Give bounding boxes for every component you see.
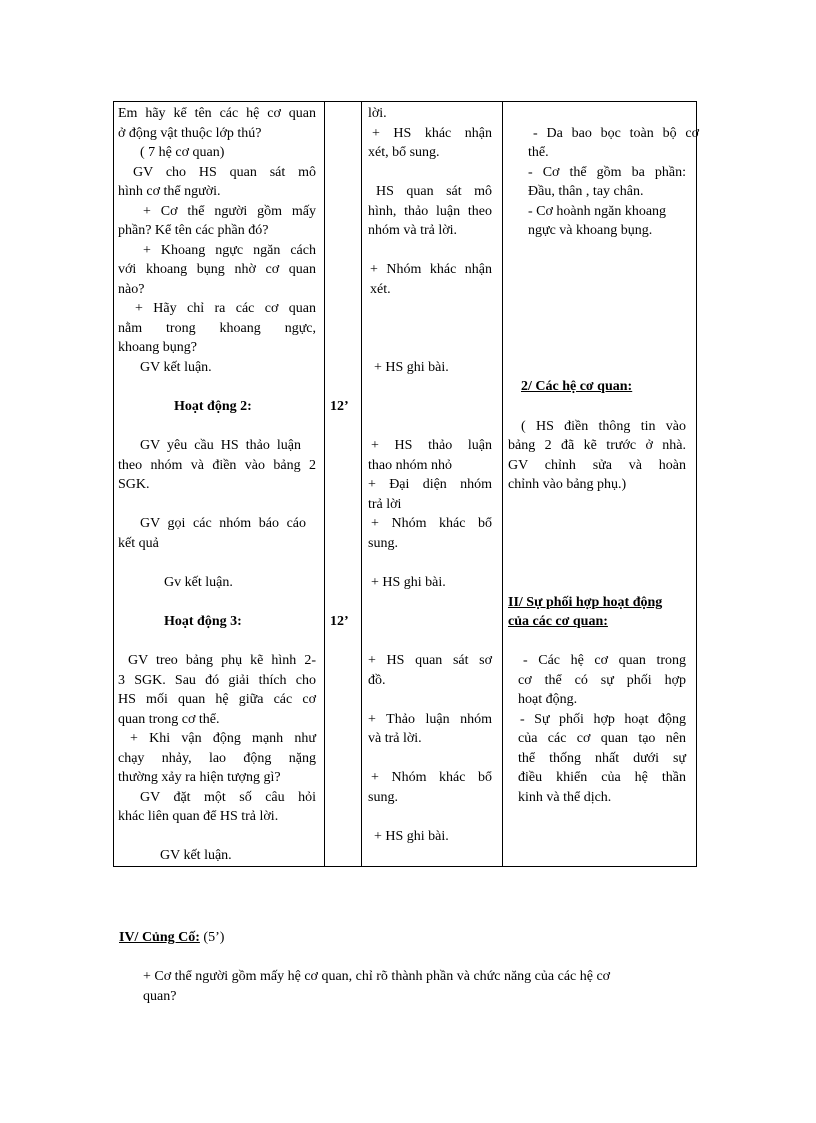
teacher-text: 3 SGK. Sau đó giải thích cho	[118, 673, 316, 688]
student-text: + Nhóm khác bổ	[371, 516, 492, 531]
content-text: hoạt động.	[518, 692, 578, 707]
student-text: + HS khác nhận	[372, 126, 492, 141]
time-label: 12’	[330, 399, 349, 414]
teacher-text: ( 7 hệ cơ quan)	[140, 145, 225, 160]
teacher-text: + Hãy chỉ ra các cơ quan	[135, 301, 316, 316]
content-text: thể thống nhất dưới sự	[518, 751, 686, 766]
section-heading: II/ Sự phối hợp hoạt động	[508, 595, 663, 610]
student-text: sung.	[368, 790, 398, 805]
consolidation-heading	[119, 928, 224, 948]
content-text: kinh và thể dịch.	[518, 790, 612, 805]
student-text: thao nhóm nhỏ	[368, 458, 452, 473]
student-text: + HS quan sát sơ	[368, 653, 492, 668]
content-text: - Các hệ cơ quan trong	[523, 653, 686, 668]
student-text: HS quan sát mô	[376, 184, 492, 199]
consolidation-question: quan?	[143, 989, 177, 1004]
content-text: Đầu, thân , tay chân.	[528, 184, 644, 199]
teacher-text: GV treo bảng phụ kẽ hình 2-	[128, 653, 316, 668]
teacher-text: HS mối quan hệ giữa các cơ	[118, 692, 316, 707]
teacher-text: nằm trong khoang ngực,	[118, 321, 316, 336]
teacher-text: ở động vật thuộc lớp thú?	[118, 126, 262, 141]
content-text: bảng 2 đã kẽ trước ở nhà.	[508, 438, 686, 453]
content-text: của các cơ quan tạo nên	[518, 731, 686, 746]
content-text: ( HS điền thông tin vào	[521, 419, 686, 434]
content-text: thể.	[528, 145, 549, 160]
consolidation-heading-time: (5’)	[199, 930, 225, 945]
student-text: trả lời	[368, 497, 402, 512]
student-text: hình, thảo luận theo	[368, 204, 492, 219]
time-label: 12’	[330, 614, 349, 629]
teacher-text: nào?	[118, 282, 145, 297]
teacher-text: kết quả	[118, 536, 159, 551]
teacher-text: khác liên quan để HS trả lời.	[118, 809, 279, 824]
teacher-text: GV kết luận.	[140, 360, 212, 375]
section-heading: 2/ Các hệ cơ quan:	[521, 379, 633, 394]
student-text: xét.	[370, 282, 391, 297]
teacher-text: GV yêu cầu HS thảo luận	[140, 438, 301, 453]
content-text: - Cơ thể gồm ba phần:	[528, 165, 686, 180]
section-heading: của các cơ quan:	[508, 614, 608, 629]
content-text: - Sự phối hợp hoạt động	[520, 712, 686, 727]
column-divider	[502, 102, 503, 866]
student-text: + Đại diện nhóm	[368, 477, 492, 492]
student-text: và trả lời.	[368, 731, 422, 746]
teacher-text: hình cơ thể người.	[118, 184, 221, 199]
teacher-text: chạy nhảy, lao động nặng	[118, 751, 316, 766]
teacher-text: GV gọi các nhóm báo cáo	[140, 516, 306, 531]
student-text: + HS ghi bài.	[371, 575, 446, 590]
student-text: + Thảo luận nhóm	[368, 712, 492, 727]
column-divider	[361, 102, 362, 866]
teacher-text: với khoang bụng nhờ cơ quan	[118, 262, 316, 277]
student-text: + Nhóm khác nhận	[370, 262, 492, 277]
student-text: đồ.	[368, 673, 386, 688]
student-text: lời.	[368, 106, 387, 121]
content-text: điều khiển của hệ thần	[518, 770, 686, 785]
student-text: + Nhóm khác bổ	[371, 770, 492, 785]
content-text: GV chỉnh sửa và hoàn	[508, 458, 686, 473]
teacher-text: + Cơ thể người gồm mấy	[143, 204, 316, 219]
student-text: xét, bổ sung.	[368, 145, 440, 160]
teacher-text: thường xảy ra hiện tượng gì?	[118, 770, 281, 785]
activity-3-heading: Hoạt động 3:	[164, 614, 242, 629]
teacher-text: phần? Kể tên các phần đó?	[118, 223, 269, 238]
student-text: nhóm và trả lời.	[368, 223, 458, 238]
activity-2-heading: Hoạt động 2:	[174, 399, 252, 414]
student-text: + HS ghi bài.	[374, 360, 449, 375]
content-text: - Da bao bọc toàn bộ cơ	[533, 126, 699, 141]
teacher-text: khoang bụng?	[118, 340, 197, 355]
content-text: cơ thể có sự phối hợp	[518, 673, 686, 688]
consolidation-heading-label: IV/ Củng Cố:	[119, 930, 200, 945]
teacher-text: + Khi vận động mạnh như	[130, 731, 316, 746]
teacher-text: SGK.	[118, 477, 150, 492]
student-text: + HS ghi bài.	[374, 829, 449, 844]
teacher-text: theo nhóm và điền vào bảng 2	[118, 458, 316, 473]
teacher-text: GV đặt một số câu hỏi	[140, 790, 316, 805]
student-text: + HS thảo luận	[371, 438, 492, 453]
column-divider	[324, 102, 325, 866]
content-text: chỉnh vào bảng phụ.)	[508, 477, 627, 492]
teacher-text: Gv kết luận.	[164, 575, 233, 590]
consolidation-question: + Cơ thể người gồm mấy hệ cơ quan, chỉ rõ thành phần và chức năng của các hệ cơ	[143, 969, 611, 984]
content-text: ngực và khoang bụng.	[528, 223, 653, 238]
teacher-text: + Khoang ngực ngăn cách	[143, 243, 316, 258]
content-text: - Cơ hoành ngăn khoang	[528, 204, 667, 219]
teacher-text: quan trong cơ thể.	[118, 712, 220, 727]
teacher-text: Em hãy kể tên các hệ cơ quan	[118, 106, 316, 121]
student-text: sung.	[368, 536, 398, 551]
teacher-text: GV kết luận.	[160, 848, 232, 863]
teacher-text: GV cho HS quan sát mô	[133, 165, 316, 180]
